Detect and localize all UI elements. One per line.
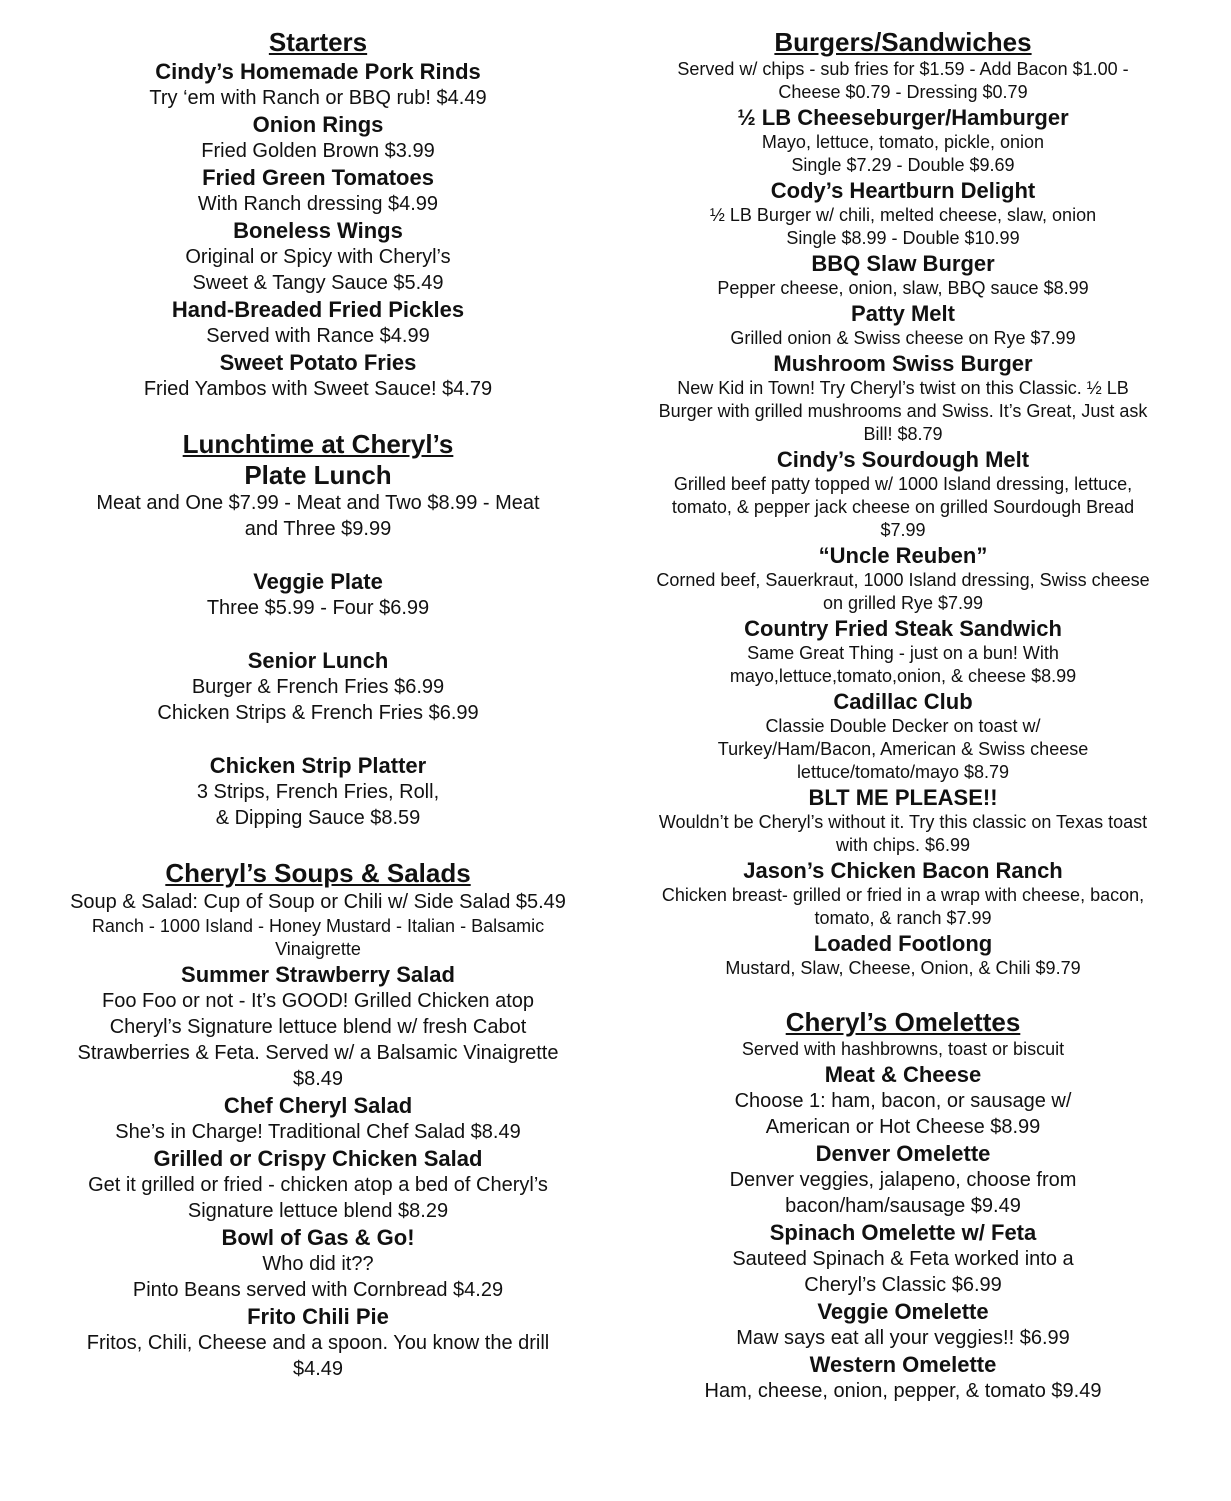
menu-item-desc: Grilled beef patty topped w/ 1000 Island dressing, lettuce, tomato, & pepper jack cheese on grilled Sourdough Bread $7.99 xyxy=(671,474,1135,540)
menu-item-desc: Pepper cheese, onion, slaw, BBQ sauce $8.99 xyxy=(717,278,1089,298)
menu-item-desc: Who did it?? Pinto Beans served with Cornbread $4.29 xyxy=(132,1253,504,1301)
menu-item-name: Denver Omelette xyxy=(815,1141,991,1166)
menu-item-name: Patty Melt xyxy=(851,301,955,326)
menu-item-name: Cindy’s Sourdough Melt xyxy=(776,447,1030,472)
menu-item xyxy=(28,1303,608,1382)
menu-item-desc: Ham, cheese, onion, pepper, & tomato $9.49 xyxy=(704,1380,1102,1402)
menu-item-name: Chef Cheryl Salad xyxy=(223,1093,413,1118)
menu-item-desc: Same Great Thing - just on a bun! With mayo,lettuce,tomato,onion, & cheese $8.99 xyxy=(729,643,1077,686)
menu-item-name: Grilled or Crispy Chicken Salad xyxy=(153,1146,483,1171)
menu-item xyxy=(615,250,1191,300)
lunch-section xyxy=(28,428,608,831)
menu-item-name: Boneless Wings xyxy=(233,218,403,243)
menu-item-name: Western Omelette xyxy=(809,1352,997,1377)
menu-item-name: ½ LB Cheeseburger/Hamburger xyxy=(737,105,1069,130)
menu-item xyxy=(28,217,608,296)
soups-salads-section xyxy=(28,857,608,1382)
menu-item-name: BBQ Slaw Burger xyxy=(811,251,995,276)
menu-item-desc: Choose 1: ham, bacon, or sausage w/ American or Hot Cheese $8.99 xyxy=(734,1090,1072,1138)
omelettes-intro: Served with hashbrowns, toast or biscuit xyxy=(741,1039,1065,1059)
menu-item-desc: Foo Foo or not - It’s GOOD! Grilled Chicken atop Cheryl’s Signature lettuce blend w/ fresh Cabot Strawberries & Feta. Served w/ a Balsamic Vinaigrette $8.49 xyxy=(77,990,559,1090)
menu-item-desc: Classie Double Decker on toast w/ Turkey/Ham/Bacon, American & Swiss cheese lettuce/tomato/mayo $8.79 xyxy=(717,716,1089,782)
menu-item-desc: Fritos, Chili, Cheese and a spoon. You know the drill $4.49 xyxy=(86,1332,550,1380)
menu-item-name: BLT ME PLEASE!! xyxy=(808,785,998,810)
soups-salads-list xyxy=(28,961,608,1382)
menu-item-desc: She’s in Charge! Traditional Chef Salad $8.49 xyxy=(115,1121,521,1143)
menu-item-desc: Get it grilled or fried - chicken atop a bed of Cheryl’s Signature lettuce blend $8.29 xyxy=(88,1174,548,1222)
menu-item-desc: Grilled onion & Swiss cheese on Rye $7.99 xyxy=(730,328,1076,348)
menu-item xyxy=(615,688,1191,784)
menu-item xyxy=(615,542,1191,615)
menu-item-name: Meat & Cheese xyxy=(824,1062,982,1087)
starters-title: Starters xyxy=(268,27,368,57)
menu-item-name: Loaded Footlong xyxy=(813,931,993,956)
menu-item xyxy=(615,930,1191,980)
menu-item-name: Cody’s Heartburn Delight xyxy=(770,178,1036,203)
menu-item-name: Fried Green Tomatoes xyxy=(202,165,434,190)
menu-item-name: Jason’s Chicken Bacon Ranch xyxy=(743,858,1063,883)
menu-item-desc: Chicken breast- grilled or fried in a wrap with cheese, bacon, tomato, & ranch $7.99 xyxy=(661,885,1145,928)
menu-item xyxy=(28,349,608,402)
menu-item xyxy=(615,1061,1191,1140)
plate-lunch-desc: Meat and One $7.99 - Meat and Two $8.99 - Meat and Three $9.99 xyxy=(96,492,540,540)
menu-item xyxy=(615,857,1191,930)
menu-item xyxy=(615,1140,1191,1219)
left-column xyxy=(28,26,608,1382)
menu-item xyxy=(28,296,608,349)
menu-item-desc: ½ LB Burger w/ chili, melted cheese, slaw, onion Single $8.99 - Double $10.99 xyxy=(709,205,1097,248)
menu-item-name: Bowl of Gas & Go! xyxy=(221,1225,415,1250)
menu-item-desc: Mayo, lettuce, tomato, pickle, onion Single $7.29 - Double $9.69 xyxy=(761,132,1045,175)
chicken-strip-platter-desc: 3 Strips, French Fries, Roll, & Dipping Sauce $8.59 xyxy=(196,781,440,829)
menu-item xyxy=(28,111,608,164)
menu-item-name: Onion Rings xyxy=(252,112,384,137)
lunch-title: Lunchtime at Cheryl’s xyxy=(182,429,454,459)
menu-item-desc: Original or Spicy with Cheryl’s Sweet & Tangy Sauce $5.49 xyxy=(185,246,451,294)
menu-item xyxy=(28,1092,608,1145)
menu-item xyxy=(615,1298,1191,1351)
menu-item xyxy=(28,58,608,111)
menu-item xyxy=(615,1351,1191,1404)
senior-lunch-desc: Burger & French Fries $6.99 Chicken Strips & French Fries $6.99 xyxy=(157,676,479,724)
menu-item xyxy=(615,300,1191,350)
chicken-strip-platter-name: Chicken Strip Platter xyxy=(209,753,427,778)
menu-item-desc: Denver veggies, jalapeno, choose from bacon/ham/sausage $9.49 xyxy=(729,1169,1077,1217)
menu-item-desc: New Kid in Town! Try Cheryl’s twist on this Classic. ½ LB Burger with grilled mushrooms and Swiss. It’s Great, Just ask Bill! $8.79 xyxy=(658,378,1148,444)
menu-item-name: Frito Chili Pie xyxy=(247,1304,389,1329)
menu-item-name: Cadillac Club xyxy=(833,689,973,714)
omelettes-title: Cheryl’s Omelettes xyxy=(785,1007,1021,1037)
dressing-options: Ranch - 1000 Island - Honey Mustard - Italian - Balsamic Vinaigrette xyxy=(91,916,545,959)
menu-item-desc: Fried Yambos with Sweet Sauce! $4.79 xyxy=(143,378,493,400)
menu-item-desc: Corned beef, Sauerkraut, 1000 Island dressing, Swiss cheese on grilled Rye $7.99 xyxy=(656,570,1150,613)
burgers-intro: Served w/ chips - sub fries for $1.59 - Add Bacon $1.00 - Cheese $0.79 - Dressing $0.79 xyxy=(677,59,1129,102)
burgers-list xyxy=(615,104,1191,980)
burgers-section xyxy=(615,26,1191,980)
menu-item-desc: Wouldn’t be Cheryl’s without it. Try this classic on Texas toast with chips. $6.99 xyxy=(658,812,1148,855)
menu-item-desc: Try ‘em with Ranch or BBQ rub! $4.49 xyxy=(149,87,487,109)
soup-salad-intro: Soup & Salad: Cup of Soup or Chili w/ Side Salad $5.49 xyxy=(70,891,566,913)
right-column xyxy=(615,26,1191,1404)
menu-item xyxy=(615,104,1191,177)
menu-item-desc: Sauteed Spinach & Feta worked into a Cheryl’s Classic $6.99 xyxy=(732,1248,1074,1296)
senior-lunch-name: Senior Lunch xyxy=(247,648,389,673)
menu-item xyxy=(28,1145,608,1224)
menu-item-name: Country Fried Steak Sandwich xyxy=(744,616,1062,641)
menu-item xyxy=(28,961,608,1092)
menu-item xyxy=(615,615,1191,688)
menu-item-name: Spinach Omelette w/ Feta xyxy=(769,1220,1037,1245)
veggie-plate-name: Veggie Plate xyxy=(253,569,383,594)
menu-item xyxy=(28,1224,608,1303)
soups-salads-title: Cheryl’s Soups & Salads xyxy=(165,858,471,888)
menu-item-name: “Uncle Reuben” xyxy=(818,543,988,568)
menu-item xyxy=(615,446,1191,542)
starters-section xyxy=(28,26,608,402)
menu-item xyxy=(615,350,1191,446)
menu-item xyxy=(615,1219,1191,1298)
omelettes-section xyxy=(615,1006,1191,1404)
menu-item-desc: Mustard, Slaw, Cheese, Onion, & Chili $9.79 xyxy=(725,958,1081,978)
menu-item-desc: Maw says eat all your veggies!! $6.99 xyxy=(736,1327,1070,1349)
menu-item xyxy=(615,177,1191,250)
menu-item-name: Mushroom Swiss Burger xyxy=(773,351,1033,376)
menu-item-desc: Served with Rance $4.99 xyxy=(206,325,430,347)
menu-item-name: Cindy’s Homemade Pork Rinds xyxy=(155,59,481,84)
burgers-title: Burgers/Sandwiches xyxy=(774,27,1032,57)
plate-lunch-heading: Plate Lunch xyxy=(244,460,392,490)
menu-item-name: Summer Strawberry Salad xyxy=(181,962,455,987)
menu-item-desc: Fried Golden Brown $3.99 xyxy=(201,140,435,162)
menu-item-name: Sweet Potato Fries xyxy=(219,350,417,375)
starters-list xyxy=(28,58,608,402)
menu-item-name: Veggie Omelette xyxy=(817,1299,989,1324)
veggie-plate-desc: Three $5.99 - Four $6.99 xyxy=(206,597,430,619)
menu-item-name: Hand-Breaded Fried Pickles xyxy=(171,297,465,322)
menu-item xyxy=(615,784,1191,857)
omelettes-list xyxy=(615,1061,1191,1404)
menu-item xyxy=(28,164,608,217)
menu-item-desc: With Ranch dressing $4.99 xyxy=(197,193,439,215)
